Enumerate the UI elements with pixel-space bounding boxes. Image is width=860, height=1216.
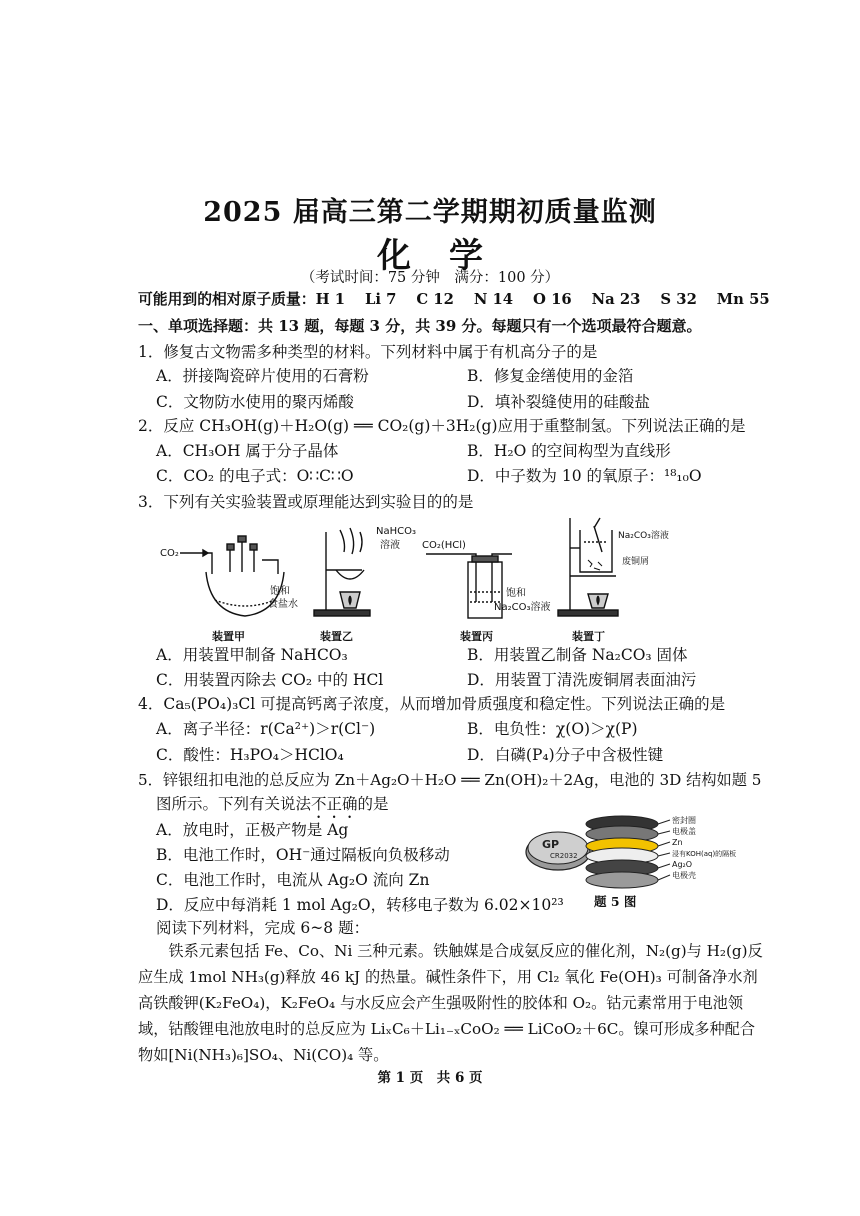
ding-label-2: 废铜屑 [622,557,650,567]
q2-option-b: B．H₂O 的空间构型为直线形 [467,442,671,460]
q3-option-b: B．用装置乙制备 Na₂CO₃ 固体 [467,646,688,664]
apparatus-yi [314,526,416,643]
battery-label-separator: 浸有KOH(aq)的隔板 [672,850,737,858]
q5-stem-post: 的是 [357,795,389,813]
battery-label-cap: 电极盖 [672,827,696,836]
coin-brand: GP [542,838,560,851]
q4-stem: 4．Ca₅(PO₄)₃Cl 可提高钙离子浓度，从而增加骨质强度和稳定性。下列说法正确的是 [138,695,726,713]
battery-label-zn: Zn [672,838,683,847]
q1-option-b: B．修复金缮使用的金箔 [467,367,634,385]
q5-option-c: C．电池工作时，电流从 Ag₂O 流向 Zn [156,871,430,889]
exam-info: （考试时间：75 分钟 满分：100 分） [300,270,560,286]
jia-co2-label: CO₂ [160,548,179,559]
q3-option-c: C．用装置丙除去 CO₂ 中的 HCl [156,671,384,689]
q4-option-d: D．白磷(P₄)分子中含极性键 [467,746,664,764]
apparatus-jia [160,536,298,643]
bing-name: 装置丙 [460,630,493,643]
bing-label-1: 饱和 [506,588,526,599]
subject-title: 化学 [377,236,521,276]
page-footer: 第 1 页 共 6 页 [377,1070,483,1086]
q5-option-d: D．反应中每消耗 1 mol Ag₂O，转移电子数为 6.02×10²³ [156,896,564,914]
q4-option-a: A．离子半径：r(Ca²⁺)＞r(Cl⁻) [156,720,376,738]
jia-name: 装置甲 [212,630,245,643]
reading-paragraph: 铁系元素包括 Fe、Co、Ni 三种元素。铁触媒是合成氨反应的催化剂，N₂(g)与 H₂(g)反应生成 1mol NH₃(g)释放 46 kJ 的热量。碱性条件下，用 Cl₂ 氧化 Fe(OH)₃ 可制备净水剂高铁酸钾(K₂FeO₄)，K₂FeO₄ 与水反应会产生强吸附性的胶体和 O₂。钴元素常用于电池领域，钴酸锂电池放电时的总反应为 LiₓC₆＋Li₁₋ₓCoO₂ ══ LiCoO₂＋6C。镍可形成多种配合物如[Ni(NH₃)₆]SO₄、Ni(CO)₄ 等。 [138,942,763,1064]
exam-title: 2025 届高三第二学期期初质量监测 [203,197,657,228]
reading-intro: 阅读下列材料，完成 6~8 题： [156,919,370,937]
q4-option-c: C．酸性：H₃PO₄＞HClO₄ [156,746,344,764]
apparatus-figure [150,512,690,644]
q1-option-d: D．填补裂缝使用的硅酸盐 [467,393,650,411]
q2-option-d: D．中子数为 10 的氧原子：¹⁸₁₀O [467,467,702,485]
q1-stem: 1．修复古文物需多种类型的材料。下列材料中属于有机高分子的是 [138,343,598,361]
atomic-masses: 可能用到的相对原子质量：H 1 Li 7 C 12 N 14 O 16 Na 23 S 32 Mn 55 [138,291,770,308]
ding-name: 装置丁 [572,630,605,643]
battery-labels [672,815,736,880]
apparatus-bing [422,540,550,643]
q5-stem-line1: 5．锌银纽扣电池的总反应为 Zn＋Ag₂O＋H₂O ══ Zn(OH)₂＋2Ag，电池的 3D 结构如题 5 [138,771,762,789]
figure5-caption: 题 5 图 [594,894,637,909]
jia-label-2: 食盐水 [268,599,298,610]
coin-model: CR2032 [550,852,578,860]
q5-stem-line2 [156,794,389,822]
apparatus-ding [558,518,669,643]
yi-label-1: NaHCO₃ [376,526,416,537]
bing-label-2: Na₂CO₃溶液 [494,602,551,613]
q1-option-c: C．文物防水使用的聚丙烯酸 [156,393,354,411]
yi-label-2: 溶液 [380,540,400,551]
q2-stem: 2．反应 CH₃OH(g)＋H₂O(g) ══ CO₂(g)＋3H₂(g)应用于重整制氢。下列说法正确的是 [138,417,746,435]
coin-cell [526,832,590,870]
q2-option-c: C．CO₂ 的电子式：O∷C∷O [156,467,354,485]
yi-name: 装置乙 [320,630,353,643]
bing-gas-label: CO₂(HCl) [422,540,466,551]
q5-option-a: A．放电时，正极产物是 Ag [156,821,349,839]
q3-option-a: A．用装置甲制备 NaHCO₃ [156,646,348,664]
battery-label-seal: 密封圈 [672,816,696,825]
battery-label-ag2o: Ag₂O [672,860,693,869]
q1-option-a: A．拼接陶瓷碎片使用的石膏粉 [156,367,369,385]
section-heading: 一、单项选择题：共 13 题，每题 3 分，共 39 分。每题只有一个选项最符合题意。 [138,317,702,335]
battery-layers [586,816,670,888]
q5-option-b: B．电池工作时，OH⁻通过隔板向负极移动 [156,846,450,864]
q4-option-b: B．电负性：χ(O)＞χ(P) [467,720,638,738]
battery-figure [524,812,740,892]
q3-stem: 3．下列有关实验装置或原理能达到实验目的的是 [138,493,474,511]
q3-option-d: D．用装置丁清洗废铜屑表面油污 [467,671,697,689]
ding-label-1: Na₂CO₃溶液 [618,531,669,541]
q5-stem-emphasis: 不正确 [311,795,358,813]
q5-stem-pre: 图所示。下列有关说法 [156,795,312,813]
battery-label-shell: 电极壳 [672,871,696,880]
jia-label-1: 饱和 [270,586,290,597]
q2-option-a: A．CH₃OH 属于分子晶体 [156,442,339,460]
